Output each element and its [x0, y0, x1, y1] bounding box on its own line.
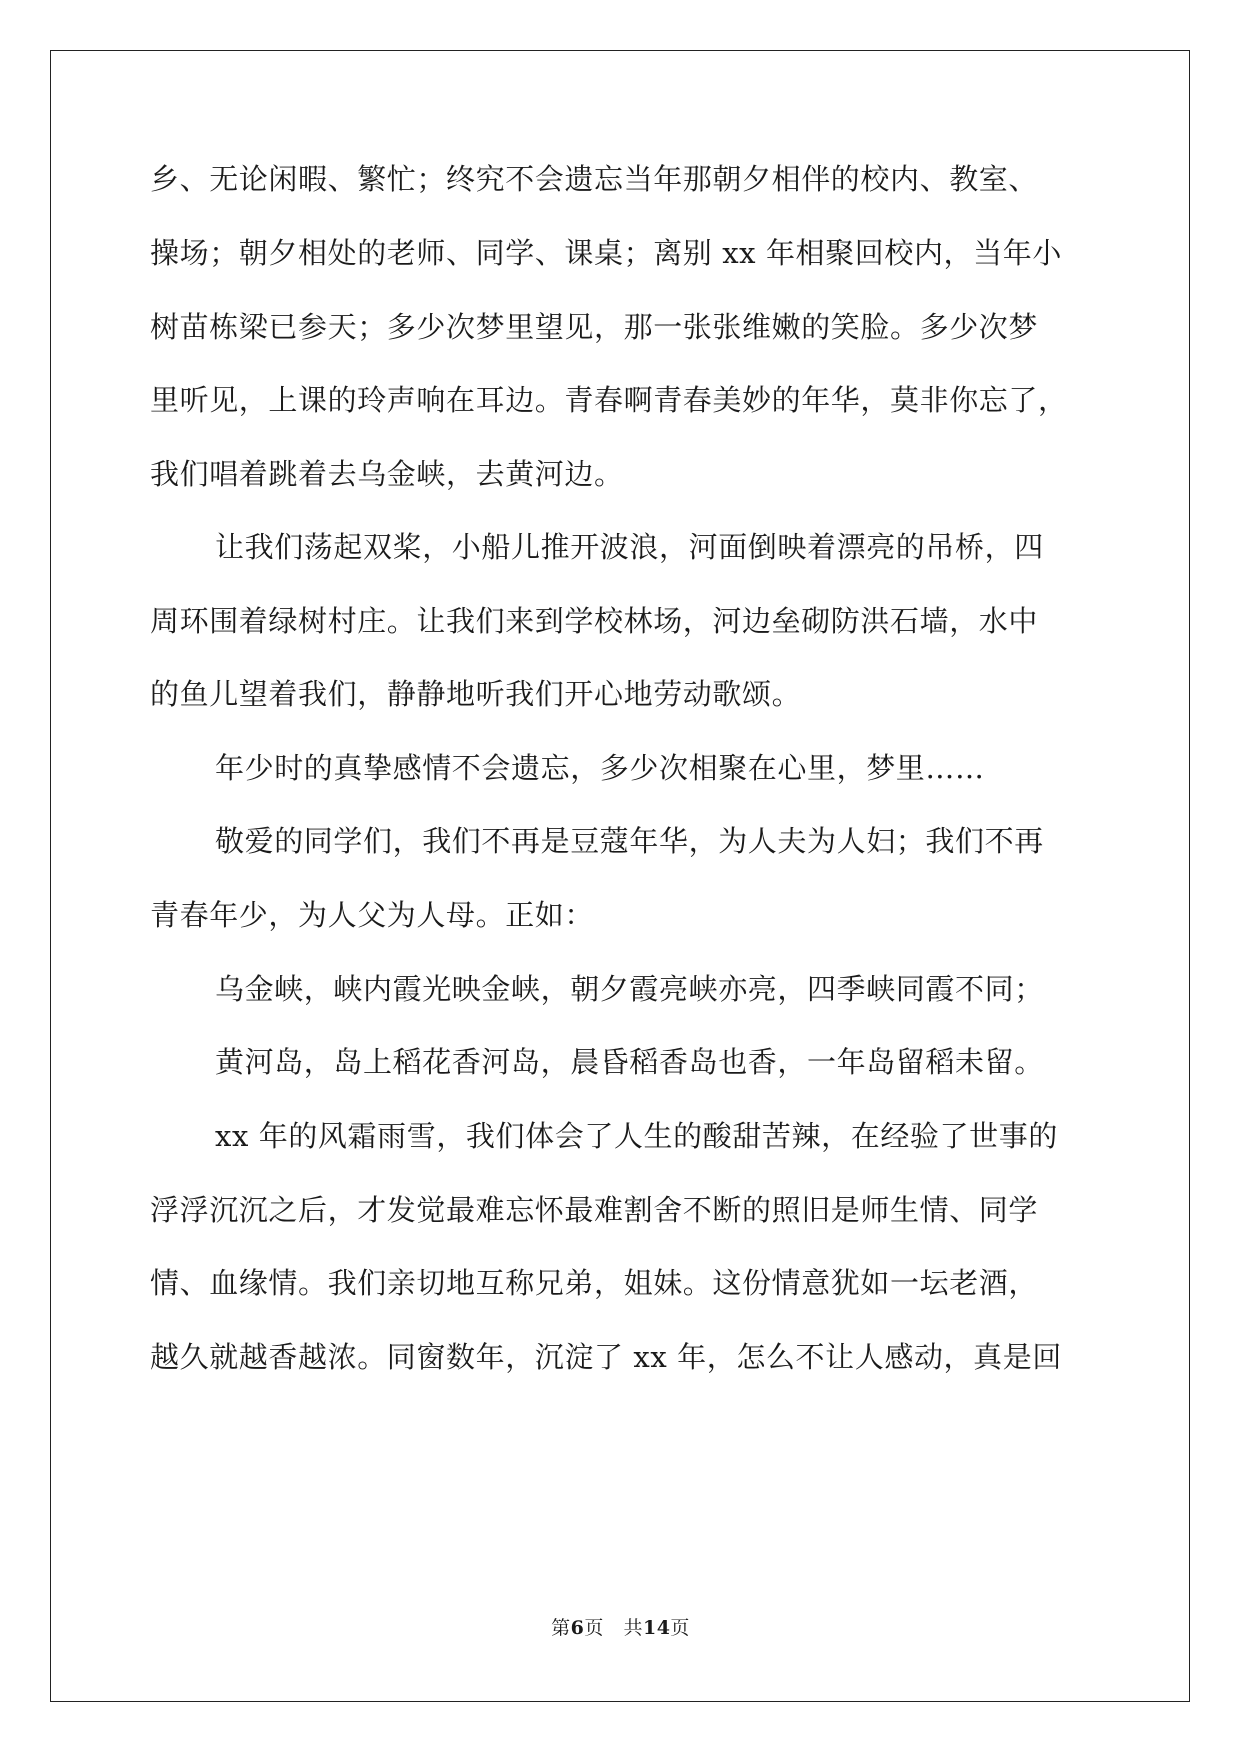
- page-suffix: 页: [584, 1617, 604, 1639]
- paragraph-line: xx 年的风霜雨雪，我们体会了人生的酸甜苦辣，在经验了世事的: [215, 1119, 1058, 1153]
- page-border: [50, 50, 1190, 1702]
- paragraph-line: 乡、无论闲暇、繁忙；终究不会遗忘当年那朝夕相伴的校内、教室、: [150, 162, 1039, 196]
- total-prefix: 共: [623, 1617, 643, 1639]
- paragraph-line: 黄河岛，岛上稻花香河岛，晨昏稻香岛也香，一年岛留稻未留。: [215, 1045, 1044, 1079]
- paragraph-line: 的鱼儿望着我们，静静地听我们开心地劳动歌颂。: [150, 677, 802, 711]
- paragraph-line: 我们唱着跳着去乌金峡，去黄河边。: [150, 457, 624, 491]
- total-suffix: 页: [670, 1617, 690, 1639]
- paragraph-line: 树苗栋梁已参天；多少次梦里望见，那一张张维嫩的笑脸。多少次梦: [150, 310, 1039, 344]
- paragraph-line: 情、血缘情。我们亲切地互称兄弟，姐妹。这份情意犹如一坛老酒，: [150, 1266, 1039, 1300]
- paragraph-line: 浮浮沉沉之后，才发觉最难忘怀最难割舍不断的照旧是师生情、同学: [150, 1193, 1039, 1227]
- paragraph-line: 敬爱的同学们，我们不再是豆蔻年华，为人夫为人妇；我们不再: [215, 824, 1044, 858]
- paragraph-line: 里听见，上课的玲声响在耳边。青春啊青春美妙的年华，莫非你忘了，: [150, 383, 1068, 417]
- paragraph-line: 操场；朝夕相处的老师、同学、课桌；离别 xx 年相聚回校内，当年小: [150, 236, 1062, 270]
- paragraph-line: 年少时的真挚感情不会遗忘，多少次相聚在心里，梦里……: [215, 751, 985, 785]
- paragraph-line: 周环围着绿树村庄。让我们来到学校林场，河边垒砌防洪石墙，水中: [150, 604, 1039, 638]
- paragraph-line: 青春年少，为人父为人母。正如：: [150, 898, 595, 932]
- page-prefix: 第: [551, 1617, 571, 1639]
- paragraph-line: 越久就越香越浓。同窗数年，沉淀了 xx 年，怎么不让人感动，真是回: [150, 1340, 1062, 1374]
- paragraph-line: 让我们荡起双桨，小船儿推开波浪，河面倒映着漂亮的吊桥，四: [215, 530, 1044, 564]
- page-footer: [0, 1616, 1241, 1640]
- total-pages: 14: [642, 1617, 671, 1639]
- page-number: 6: [570, 1617, 585, 1639]
- paragraph-line: 乌金峡，峡内霞光映金峡，朝夕霞亮峡亦亮，四季峡同霞不同；: [215, 972, 1044, 1006]
